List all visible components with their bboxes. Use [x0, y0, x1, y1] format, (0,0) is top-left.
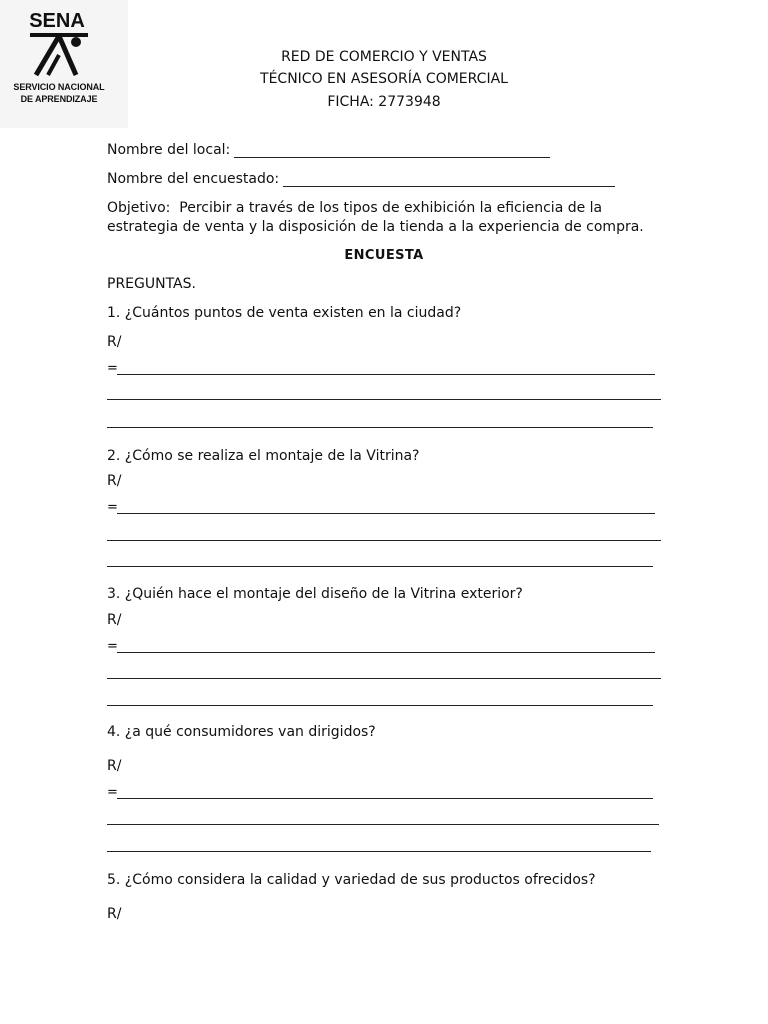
answer-prefix-4: R/: [107, 758, 122, 774]
objective-text: Percibir a través de los tipos de exhibición la eficiencia de la estrategia de venta y la disposición de la tienda a la experiencia de compra.: [107, 200, 644, 235]
answer-prefix-5: R/: [107, 906, 122, 922]
questions-heading: PREGUNTAS.: [107, 276, 196, 292]
answer-line-1a[interactable]: [117, 374, 655, 375]
logo-brand: SENA: [29, 10, 85, 32]
answer-line-4c[interactable]: [107, 851, 651, 852]
answer-line-2a[interactable]: [117, 513, 655, 514]
answer-line-1c[interactable]: [107, 427, 653, 428]
answer-equals-2: =: [107, 500, 118, 515]
local-name-label: Nombre del local:: [107, 142, 231, 158]
answer-line-1b[interactable]: [107, 399, 661, 400]
logo-line-1: SERVICIO NACIONAL: [13, 82, 105, 92]
logo-line-2: DE APRENDIZAJE: [20, 94, 98, 104]
respondent-name-field[interactable]: [283, 186, 615, 187]
answer-line-3b[interactable]: [107, 678, 661, 679]
answer-prefix-1: R/: [107, 334, 122, 350]
answer-line-4b[interactable]: [107, 824, 659, 825]
header-line-1: RED DE COMERCIO Y VENTAS: [281, 49, 487, 65]
question-4: 4. ¿a qué consumidores van dirigidos?: [107, 724, 376, 740]
question-2: 2. ¿Cómo se realiza el montaje de la Vitrina?: [107, 448, 420, 464]
answer-line-4a[interactable]: [117, 798, 653, 799]
answer-line-3a[interactable]: [117, 652, 655, 653]
question-5: 5. ¿Cómo considera la calidad y variedad de sus productos ofrecidos?: [107, 872, 596, 888]
answer-line-2c[interactable]: [107, 566, 653, 567]
answer-equals-1: =: [107, 361, 118, 376]
objective-label: Objetivo:: [107, 200, 171, 216]
answer-line-3c[interactable]: [107, 705, 653, 706]
sena-person-icon: [22, 5, 96, 77]
answer-prefix-2: R/: [107, 473, 122, 489]
respondent-name-label: Nombre del encuestado:: [107, 171, 280, 187]
answer-equals-3: =: [107, 639, 118, 654]
answer-prefix-3: R/: [107, 612, 122, 628]
header-line-3: FICHA: 2773948: [327, 94, 441, 110]
question-1: 1. ¿Cuántos puntos de venta existen en la ciudad?: [107, 305, 462, 321]
answer-line-2b[interactable]: [107, 540, 661, 541]
local-name-field[interactable]: [234, 157, 550, 158]
answer-equals-4: =: [107, 785, 118, 800]
question-3: 3. ¿Quién hace el montaje del diseño de la Vitrina exterior?: [107, 586, 523, 602]
survey-title: ENCUESTA: [344, 248, 424, 263]
header-line-2: TÉCNICO EN ASESORÍA COMERCIAL: [260, 71, 508, 87]
objective-paragraph: [107, 199, 647, 237]
